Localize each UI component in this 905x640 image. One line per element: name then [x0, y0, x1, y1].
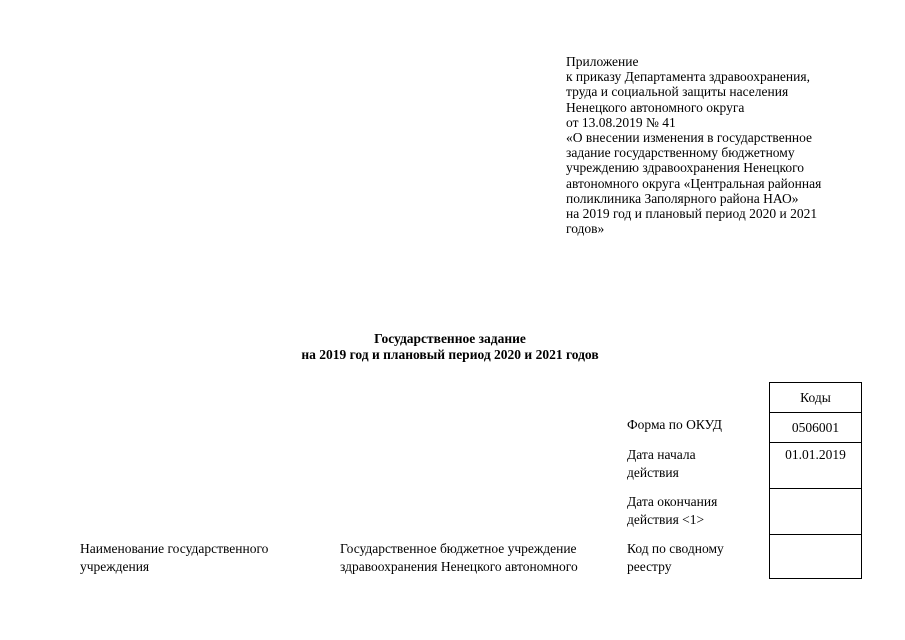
appendix-block [566, 54, 866, 236]
end-date-cell [770, 488, 861, 534]
end-date-label [627, 493, 717, 529]
institution-name-line-1: Государственное бюджетное учреждение [340, 541, 577, 556]
appendix-line: на 2019 год и плановый период 2020 и 2021 [566, 206, 818, 222]
title-line-1: Государственное задание [374, 331, 526, 346]
appendix-line: «О внесении изменения в государственное [566, 130, 813, 146]
start-date-label-line-2: действия [627, 465, 679, 480]
registry-code-label [627, 540, 724, 576]
appendix-line: задание государственному бюджетному [566, 145, 795, 161]
appendix-line: от 13.08.2019 № 41 [566, 114, 676, 130]
appendix-line: поликлиника Заполярного района НАО» [566, 190, 799, 206]
end-date-label-line-2: действия <1> [627, 512, 705, 527]
institution-label-line-1: Наименование государственного [80, 541, 269, 556]
document-title [250, 331, 650, 362]
registry-code-cell [770, 534, 861, 578]
registry-label-line-1: Код по сводному [627, 541, 724, 556]
institution-label [80, 540, 320, 576]
codes-table [769, 382, 862, 579]
codes-header: Коды [770, 382, 861, 412]
registry-label-line-2: реестру [627, 559, 672, 574]
okud-code-cell: 0506001 [770, 412, 861, 442]
appendix-line: труда и социальной защиты населения [566, 84, 789, 100]
appendix-line: Ненецкого автономного округа [566, 99, 745, 115]
start-date-label [627, 446, 696, 482]
appendix-line: автономного округа «Центральная районная [566, 175, 822, 191]
institution-name-line-2: здравоохранения Ненецкого автономного [340, 559, 578, 574]
institution-name [340, 540, 620, 576]
okud-label: Форма по ОКУД [627, 417, 723, 432]
appendix-line: Приложение [566, 54, 639, 69]
appendix-line: учреждению здравоохранения Ненецкого [566, 160, 805, 176]
appendix-line: к приказу Департамента здравоохранения, [566, 69, 810, 85]
start-date-cell: 01.01.2019 [770, 442, 861, 488]
appendix-line: годов» [566, 221, 605, 237]
institution-label-line-2: учреждения [80, 559, 150, 574]
end-date-label-line-1: Дата окончания [627, 494, 718, 509]
start-date-label-line-1: Дата начала [627, 447, 696, 462]
title-line-2: на 2019 год и плановый период 2020 и 2021 годов [301, 346, 599, 362]
